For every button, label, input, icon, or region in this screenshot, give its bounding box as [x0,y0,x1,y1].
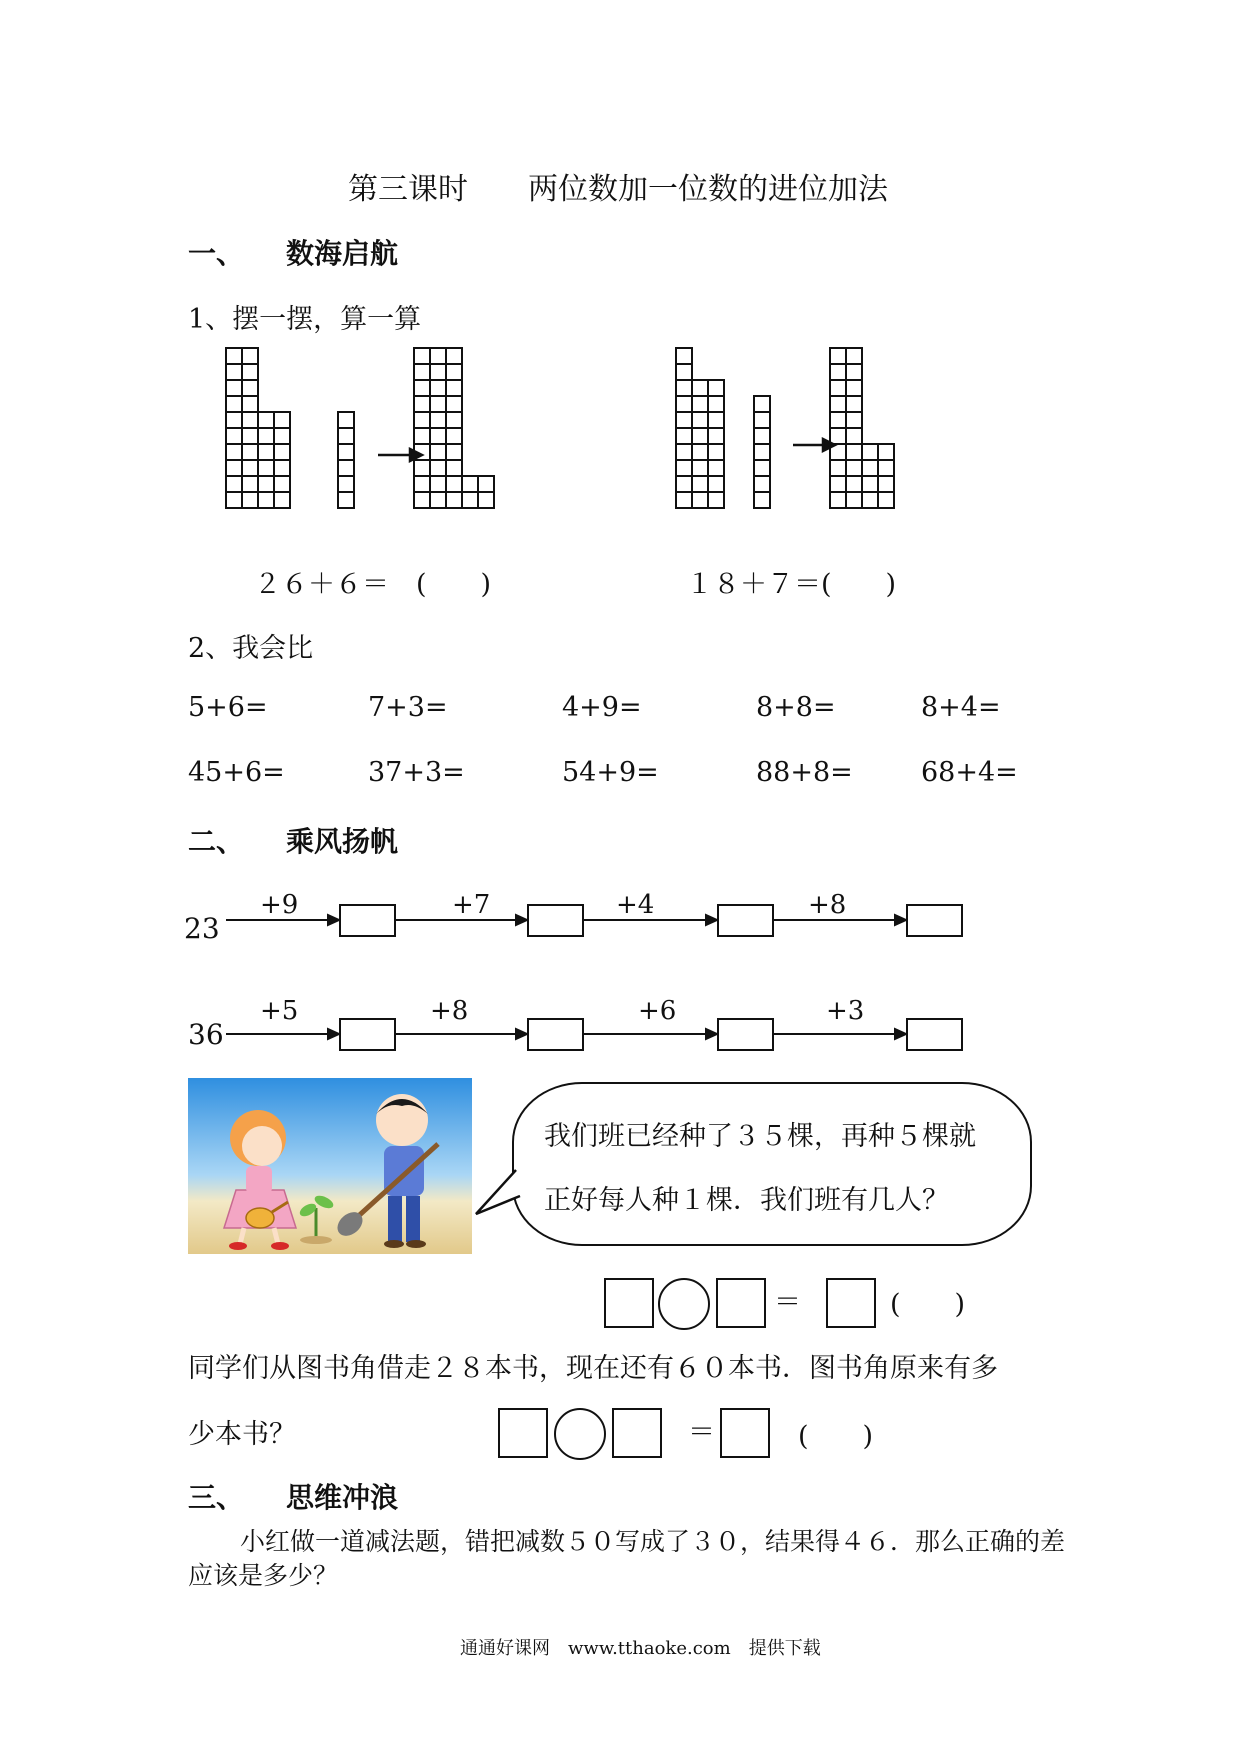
compare-item: 68+4= [921,757,1018,788]
chain-2-answer-box[interactable] [906,1018,963,1051]
section-heading-1: 一、 数海启航 [188,237,399,270]
block-cell [242,396,258,412]
chain-1-answer-box[interactable] [527,904,584,937]
equation-26-plus-6: ２６＋６＝ ( ) [254,569,492,600]
answer-box[interactable] [720,1408,770,1458]
block-cell [846,492,862,508]
block-cell [242,476,258,492]
block-cell [754,412,770,428]
block-cell [846,412,862,428]
block-cell [242,444,258,460]
block-cell [446,348,462,364]
block-cell [846,476,862,492]
block-cell [830,348,846,364]
block-cell [708,380,724,396]
block-cell [878,492,894,508]
block-cell [258,428,274,444]
block-cell [708,444,724,460]
block-cell [676,444,692,460]
block-cell [446,428,462,444]
chain-1-op: +9 [260,890,299,920]
block-cell [338,444,354,460]
block-cell [258,412,274,428]
block-cell [338,412,354,428]
block-cell [446,476,462,492]
block-cell [274,460,290,476]
section-heading-2: 二、 乘风扬帆 [188,825,399,858]
chain-1-start: 23 [184,912,220,945]
answer-box[interactable] [612,1408,662,1458]
block-cell [430,460,446,476]
block-cell [338,428,354,444]
block-cell [708,492,724,508]
block-cell [676,396,692,412]
block-cell [446,412,462,428]
block-cell [430,348,446,364]
block-cell [830,428,846,444]
block-cell [846,460,862,476]
chain-2-op: +5 [260,996,299,1026]
block-cell [414,460,430,476]
block-cell [676,348,692,364]
block-cell [242,428,258,444]
block-cell [692,428,708,444]
compare-item: 8+8= [756,692,836,723]
unit-paren: ( ) [890,1289,966,1320]
block-cell [676,380,692,396]
block-cell [226,428,242,444]
block-cell [846,428,862,444]
block-cell [274,428,290,444]
block-cell [430,476,446,492]
answer-box[interactable] [604,1278,654,1328]
block-cell [846,380,862,396]
block-cell [242,492,258,508]
block-cell [226,476,242,492]
block-cell [676,412,692,428]
compare-item: 8+4= [921,692,1001,723]
block-cell [708,460,724,476]
block-cell [692,396,708,412]
answer-box[interactable] [826,1278,876,1328]
block-cell [830,396,846,412]
block-cell [414,348,430,364]
block-cell [830,412,846,428]
chain-2-answer-box[interactable] [717,1018,774,1051]
block-cell [830,364,846,380]
block-cell [446,380,462,396]
chain-2-answer-box[interactable] [339,1018,396,1051]
block-cell [846,364,862,380]
block-cell [414,428,430,444]
block-cell [242,460,258,476]
chain-1-answer-box[interactable] [717,904,774,937]
block-cell [274,476,290,492]
block-cell [258,460,274,476]
speech-text-line-1: 我们班已经种了３５棵，再种５棵就 [544,1121,976,1152]
speech-bubble-tail [470,1160,530,1220]
equals-sign: ＝ [774,1287,801,1318]
block-cell [446,492,462,508]
chain-2-op: +6 [638,996,677,1026]
block-cell [226,460,242,476]
problem-2-line-2: 少本书？ [188,1419,296,1450]
block-cell [242,380,258,396]
block-cell [430,412,446,428]
block-cell [830,460,846,476]
block-cell [676,476,692,492]
block-cell [446,460,462,476]
block-cell [754,396,770,412]
block-cell [478,476,494,492]
block-cell [414,476,430,492]
block-cell [226,444,242,460]
block-cell [430,492,446,508]
block-cell [338,476,354,492]
chain-2-arrows [0,994,1240,1064]
block-cell [338,492,354,508]
compare-item: 54+9= [562,757,659,788]
chain-1-op: +7 [452,890,491,920]
block-cell [692,444,708,460]
block-cell [754,428,770,444]
block-cell [830,380,846,396]
speech-bubble [512,1082,1032,1246]
compare-item: 37+3= [368,757,465,788]
block-cell [226,396,242,412]
block-cell [708,396,724,412]
block-cell [430,428,446,444]
block-cell [676,492,692,508]
block-cell [878,460,894,476]
chain-2-answer-box[interactable] [527,1018,584,1051]
block-cell [692,412,708,428]
block-cell [676,364,692,380]
question-2-label: 2、我会比 [188,633,314,664]
compare-item: 45+6= [188,757,285,788]
block-cell [430,380,446,396]
chain-2-op: +8 [430,996,469,1026]
block-cell [692,476,708,492]
block-cell [862,476,878,492]
compare-item: 4+9= [562,692,642,723]
block-cell [708,412,724,428]
problem-3-line-1: 小红做一道减法题，错把减数５０写成了３０，结果得４６．那么正确的差 [240,1527,1066,1556]
block-cell [446,396,462,412]
compare-item: 5+6= [188,692,268,723]
block-cell [830,492,846,508]
block-cell [338,460,354,476]
block-cell [862,444,878,460]
block-cell [846,444,862,460]
block-cell [242,348,258,364]
block-cell [754,492,770,508]
block-cell [754,460,770,476]
block-cell [226,380,242,396]
block-cell [414,396,430,412]
block-cell [754,476,770,492]
block-cell [862,460,878,476]
block-cell [462,492,478,508]
chain-2-op: +3 [826,996,865,1026]
section-heading-3: 三、 思维冲浪 [188,1481,399,1514]
unit-paren: ( ) [798,1421,874,1452]
block-cell [274,412,290,428]
answer-box[interactable] [498,1408,548,1458]
block-cell [846,396,862,412]
block-cell [430,444,446,460]
chain-1-answer-box[interactable] [906,904,963,937]
block-cell [708,476,724,492]
block-cell [878,444,894,460]
block-cell [258,476,274,492]
block-cell [754,444,770,460]
block-cell [878,476,894,492]
block-cell [274,492,290,508]
problem-3-line-2: 应该是多少？ [188,1561,339,1590]
block-cell [676,428,692,444]
block-cell [414,364,430,380]
operator-circle[interactable] [658,1278,710,1330]
compare-item: 88+8= [756,757,853,788]
block-cell [226,412,242,428]
block-cell [478,492,494,508]
block-cell [830,476,846,492]
block-cell [676,460,692,476]
block-cell [226,492,242,508]
block-cell [258,492,274,508]
block-cell [462,476,478,492]
chain-1-op: +4 [616,890,655,920]
block-cell [862,492,878,508]
block-cell [258,444,274,460]
chain-2-start: 36 [188,1018,224,1051]
page-title: 第三课时 两位数加一位数的进位加法 [348,172,888,207]
equation-18-plus-7: １８＋７＝( ) [686,569,897,600]
block-cell [692,460,708,476]
chain-1-op: +8 [808,890,847,920]
block-cell [846,348,862,364]
block-cell [274,444,290,460]
question-1-label: 1、摆一摆，算一算 [188,304,422,335]
block-cell [430,364,446,380]
block-cell [414,380,430,396]
answer-box[interactable] [716,1278,766,1328]
block-cell [708,428,724,444]
block-cell [414,412,430,428]
footer-text: 通通好课网 www.tthaoke.com 提供下载 [460,1638,821,1659]
equals-sign: ＝ [688,1417,715,1448]
block-cell [226,364,242,380]
planting-illustration [188,1078,472,1254]
block-cell [226,348,242,364]
block-cell [692,380,708,396]
block-cell [692,492,708,508]
block-cell [446,444,462,460]
problem-2-line-1: 同学们从图书角借走２８本书，现在还有６０本书．图书角原来有多 [188,1353,998,1384]
speech-text-line-2: 正好每人种１棵．我们班有几人？ [544,1185,949,1216]
block-cell [446,364,462,380]
block-cell [242,412,258,428]
block-cell [414,492,430,508]
block-cell [430,396,446,412]
chain-1-answer-box[interactable] [339,904,396,937]
block-cell [242,364,258,380]
operator-circle[interactable] [554,1408,606,1460]
block-diagrams [0,0,1240,560]
compare-item: 7+3= [368,692,448,723]
